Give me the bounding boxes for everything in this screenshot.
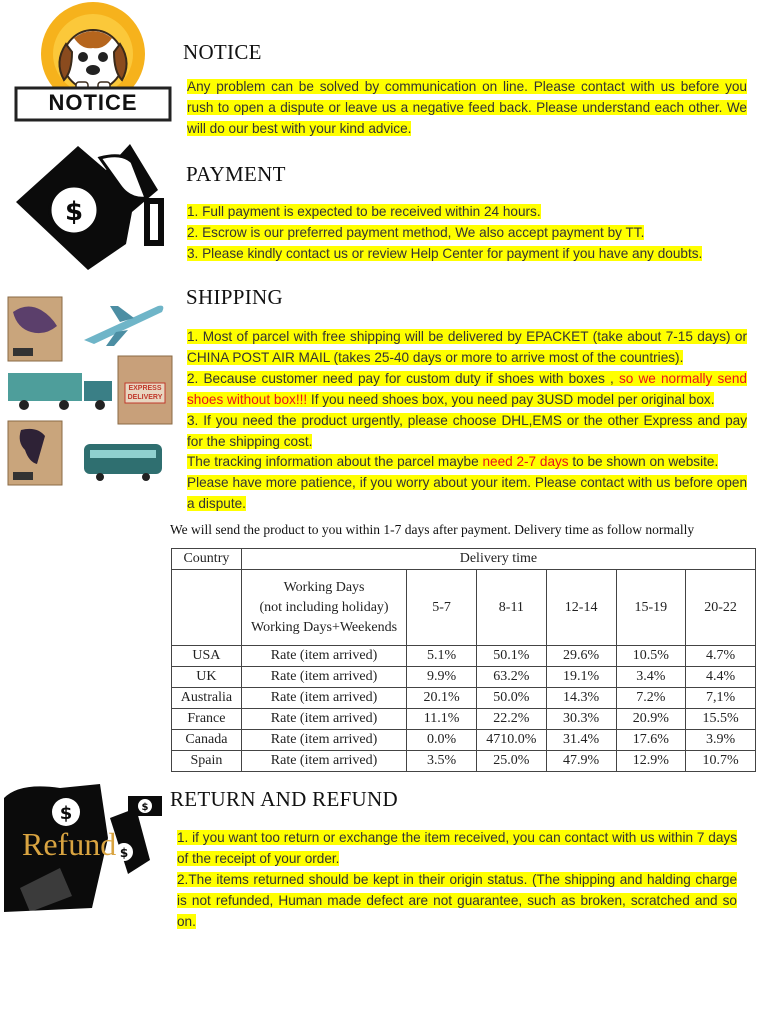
range-cell: 12-14 <box>546 570 616 646</box>
notice-text: Any problem can be solved by communication on line. Please contact with us before you rush to open a dispute or leave us a negative feed back. Please understand each other. We will do our best with your kind advice. <box>187 79 747 136</box>
delivery-time-header: Delivery time <box>241 549 755 570</box>
range-cell: 15-19 <box>616 570 686 646</box>
delivery-intro: We will send the product to you within 1-7 days after payment. Delivery time as follow normally <box>170 522 695 537</box>
refund-item-2: 2.The items returned should be kept in their origin status. (The shipping and halding charge is not refunded, Human made defect are not guarantee, such as broken, scratched and so on. <box>177 872 737 929</box>
payment-item-3: 3. Please kindly contact us or review Help Center for payment if you have any doubts. <box>187 246 703 261</box>
table-row: Spain Rate (item arrived) 3.5% 25.0% 47.9% 12.9% 10.7% <box>172 751 756 772</box>
svg-text:$: $ <box>59 803 73 824</box>
express-delivery-box-icon <box>117 355 173 425</box>
payment-item-2: 2. Escrow is our preferred payment method, We also accept payment by TT. <box>187 225 645 240</box>
express-delivery-label: EXPRESS DELIVERY <box>127 385 163 401</box>
table-row: UK Rate (item arrived) 9.9% 63.2% 19.1% 3.4% 4.4% <box>172 667 756 688</box>
truck-icon <box>8 371 114 411</box>
svg-text:$: $ <box>141 802 149 813</box>
payment-item-1: 1. Full payment is expected to be received within 24 hours. <box>187 204 541 219</box>
payment-heading: PAYMENT <box>186 162 286 186</box>
delivery-time-table <box>171 548 756 772</box>
shipping-patience: Please have more patience, if you worry about your item. Please contact with us before open a dispute. <box>187 475 747 511</box>
table-row: Australia Rate (item arrived) 20.1% 50.0% 14.3% 7.2% 7,1% <box>172 688 756 709</box>
table-row: USA Rate (item arrived) 5.1% 50.1% 29.6% 10.5% 4.7% <box>172 646 756 667</box>
refund-heading: RETURN AND REFUND <box>170 787 398 811</box>
shipping-tracking: The tracking information about the parcel maybe need 2-7 days to be shown on website. <box>187 454 719 469</box>
svg-text:$: $ <box>119 846 129 860</box>
shipping-item-3: 3. If you need the product urgently, please choose DHL,EMS or the other Express and pay for the shipping cost. <box>187 413 747 449</box>
shipping-heading: SHIPPING <box>186 285 283 309</box>
shipping-item-2: 2. Because customer need pay for custom duty if shoes with boxes , so we normally send shoes without box!!! If you need shoes box, you need pay 3USD model per original box. <box>187 371 747 407</box>
refund-item-1: 1. if you want too return or exchange the item received, you can contact with us within 7 days of the receipt of your order. <box>177 830 737 866</box>
country-header: Country <box>172 549 242 570</box>
notice-badge-text: NOTICE <box>48 90 138 115</box>
notice-dog-badge-icon <box>14 2 172 122</box>
svg-text:$: $ <box>64 197 84 227</box>
payment-dollar-bag-icon <box>8 140 168 274</box>
working-days-cell: Working Days (not including holiday) Working Days+Weekends <box>241 570 406 646</box>
table-row: France Rate (item arrived) 11.1% 22.2% 30.3% 20.9% 15.5% <box>172 709 756 730</box>
range-cell: 20-22 <box>686 570 756 646</box>
range-cell: 5-7 <box>407 570 477 646</box>
notice-heading: NOTICE <box>183 40 262 64</box>
range-cell: 8-11 <box>476 570 546 646</box>
refund-icon-text: Refund <box>22 826 117 862</box>
refund-money-icon <box>0 778 166 916</box>
train-icon <box>82 440 164 482</box>
airplane-icon <box>80 300 166 348</box>
table-row: Canada Rate (item arrived) 0.0% 4710.0% 31.4% 17.6% 3.9% <box>172 730 756 751</box>
parcel-box-africa-icon <box>7 420 63 486</box>
parcel-box-map-icon <box>7 296 63 362</box>
shipping-item-1: 1. Most of parcel with free shipping will be delivered by EPACKET (take about 7-15 days) or CHINA POST AIR MAIL (takes 25-40 days or more to arrive most of the countries). <box>187 329 747 365</box>
